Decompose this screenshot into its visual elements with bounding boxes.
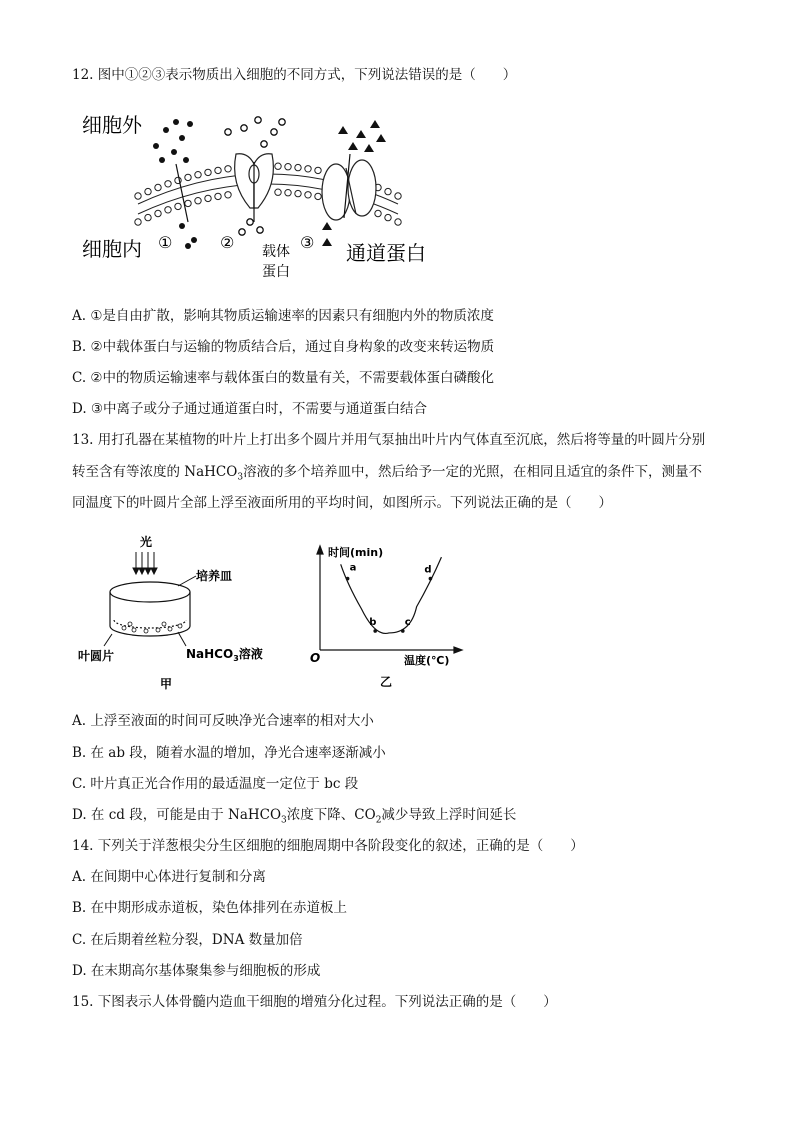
lipid-head — [185, 200, 191, 206]
lipid-head — [155, 210, 161, 216]
q13-line-2-sub: 3 — [237, 472, 244, 483]
solution-pointer — [178, 632, 186, 646]
lipid-head — [295, 190, 301, 196]
carrier-label-2: 蛋白 — [262, 264, 290, 280]
point-a — [346, 577, 350, 581]
q13-line-3: 同温度下的叶圆片全部上浮至液面所用的平均时间，如图所示。下列说法正确的是（ ） — [72, 495, 612, 511]
dish-label: 培养皿 — [196, 569, 233, 583]
outside-label: 细胞外 — [82, 113, 142, 137]
x-axis-label: 温度(℃) — [404, 654, 450, 667]
q13-option-d-c: 减少导致上浮时间延长 — [381, 807, 517, 823]
q13-option-c[interactable]: C. 叶片真正光合作用的最适温度一定位于 bc 段 — [72, 776, 359, 792]
q13-option-d-b: 浓度下降、CO — [286, 807, 376, 823]
figure-jia — [74, 528, 284, 698]
channel-label: 通道蛋白 — [346, 241, 426, 265]
q13-option-a[interactable]: A. 上浮至液面的时间可反映净光合速率的相对大小 — [72, 713, 374, 729]
lipid-head — [275, 189, 281, 195]
lipid-head — [225, 166, 231, 172]
q13-line-2-b: 溶液的多个培养皿中，然后给予一定的光照，在相同且适宜的条件下，测量不 — [243, 464, 703, 480]
light-arrows — [133, 552, 157, 574]
q13-option-d-a: D. 在 cd 段，可能是由于 NaHCO — [72, 807, 282, 823]
carrier-label-1: 载体 — [262, 244, 290, 260]
mark-2: ② — [220, 233, 235, 252]
lipid-head — [305, 192, 311, 198]
lipid-head — [285, 190, 291, 196]
q12-option-d[interactable]: D. ③中离子或分子通过通道蛋白时，不需要与通道蛋白结合 — [72, 401, 428, 417]
q13-option-d[interactable] — [72, 806, 516, 830]
q12-option-c[interactable]: C. ②中的物质运输速率与载体蛋白的数量有关，不需要载体蛋白磷酸化 — [72, 370, 495, 386]
lipid-head — [165, 181, 171, 187]
point-c — [401, 629, 405, 633]
inside-label: 细胞内 — [82, 237, 142, 261]
point-label-b: b — [369, 616, 377, 628]
mark-1: ① — [158, 233, 173, 252]
lipid-head — [305, 166, 311, 172]
lipid-head — [395, 193, 401, 199]
petri-dish-diagram — [74, 528, 284, 698]
lipid-head — [195, 198, 201, 204]
lipid-head — [395, 219, 401, 225]
mark-3: ③ — [300, 233, 315, 252]
temperature-time-chart — [300, 540, 470, 695]
y-axis-label: 时间(min) — [328, 546, 384, 559]
lipid-head — [375, 210, 381, 216]
q13-option-d-sub1: 3 — [281, 815, 287, 826]
light-label: 光 — [140, 535, 153, 549]
lipid-head — [385, 214, 391, 220]
lipid-head — [215, 167, 221, 173]
lipid-head — [135, 219, 141, 225]
point-label-a: a — [349, 562, 357, 574]
lipid-head — [215, 193, 221, 199]
caption-jia: 甲 — [160, 677, 173, 691]
lipid-head — [205, 169, 211, 175]
q14-stem: 14. 下列关于洋葱根尖分生区细胞的细胞周期中各阶段变化的叙述，正确的是（ ） — [72, 838, 584, 854]
lipid-head — [385, 188, 391, 194]
figure-yi — [300, 540, 470, 695]
lipid-head — [175, 203, 181, 209]
membrane-diagram — [78, 104, 458, 284]
point-b — [373, 629, 377, 633]
lipid-head — [315, 193, 321, 199]
lipid-head — [295, 164, 301, 170]
q12-option-b[interactable]: B. ②中载体蛋白与运输的物质结合后，通过自身构象的改变来转运物质 — [72, 339, 495, 355]
q14-option-b[interactable]: B. 在中期形成赤道板，染色体排列在赤道板上 — [72, 900, 348, 916]
point-label-d: d — [424, 564, 432, 576]
q12-option-a[interactable]: A. ①是自由扩散，影响其物质运输速率的因素只有细胞内外的物质浓度 — [72, 308, 494, 324]
q13-line-2 — [72, 463, 702, 487]
q13-line-1: 13. 用打孔器在某植物的叶片上打出多个圆片并用气泵抽出叶片内气体直至沉底，然后将等量的叶圆片分别 — [72, 432, 706, 448]
point-label-c: c — [404, 616, 411, 628]
q14-option-a[interactable]: A. 在间期中心体进行复制和分离 — [72, 869, 266, 885]
q12-stem: 12. 图中①②③表示物质出入细胞的不同方式，下列说法错误的是（ ） — [72, 67, 517, 83]
lipid-head — [275, 163, 281, 169]
solution-label: NaHCO$_3$溶液 — [186, 647, 263, 663]
lipid-head — [205, 195, 211, 201]
lipid-head — [195, 172, 201, 178]
lipid-head — [285, 164, 291, 170]
dish-pointer — [178, 576, 196, 586]
q13-line-2-a: 转至含有等浓度的 NaHCO — [72, 464, 238, 480]
lipid-head — [185, 174, 191, 180]
lipid-head — [165, 207, 171, 213]
q14-option-d[interactable]: D. 在末期高尔基体聚集参与细胞板的形成 — [72, 963, 321, 979]
lipid-head — [225, 192, 231, 198]
origin-label: O — [310, 651, 321, 665]
lipid-head — [145, 214, 151, 220]
q12-membrane-figure — [78, 104, 458, 284]
q15-stem: 15. 下图表示人体骨髓内造血干细胞的增殖分化过程。下列说法正确的是（ ） — [72, 994, 557, 1010]
point-d — [429, 577, 433, 581]
lipid-head — [155, 184, 161, 190]
caption-yi: 乙 — [380, 675, 393, 689]
leaf-pointer — [104, 634, 112, 646]
lipid-head — [135, 193, 141, 199]
q14-option-c[interactable]: C. 在后期着丝粒分裂，DNA 数量加倍 — [72, 932, 303, 948]
lipid-head — [315, 167, 321, 173]
leaf-label: 叶圆片 — [78, 649, 115, 663]
axes — [317, 546, 462, 653]
q13-option-b[interactable]: B. 在 ab 段，随着水温的增加，净光合速率逐渐减小 — [72, 745, 386, 761]
dots-particles — [153, 119, 197, 249]
lipid-head — [145, 188, 151, 194]
q13-option-d-sub2: 2 — [375, 815, 382, 826]
